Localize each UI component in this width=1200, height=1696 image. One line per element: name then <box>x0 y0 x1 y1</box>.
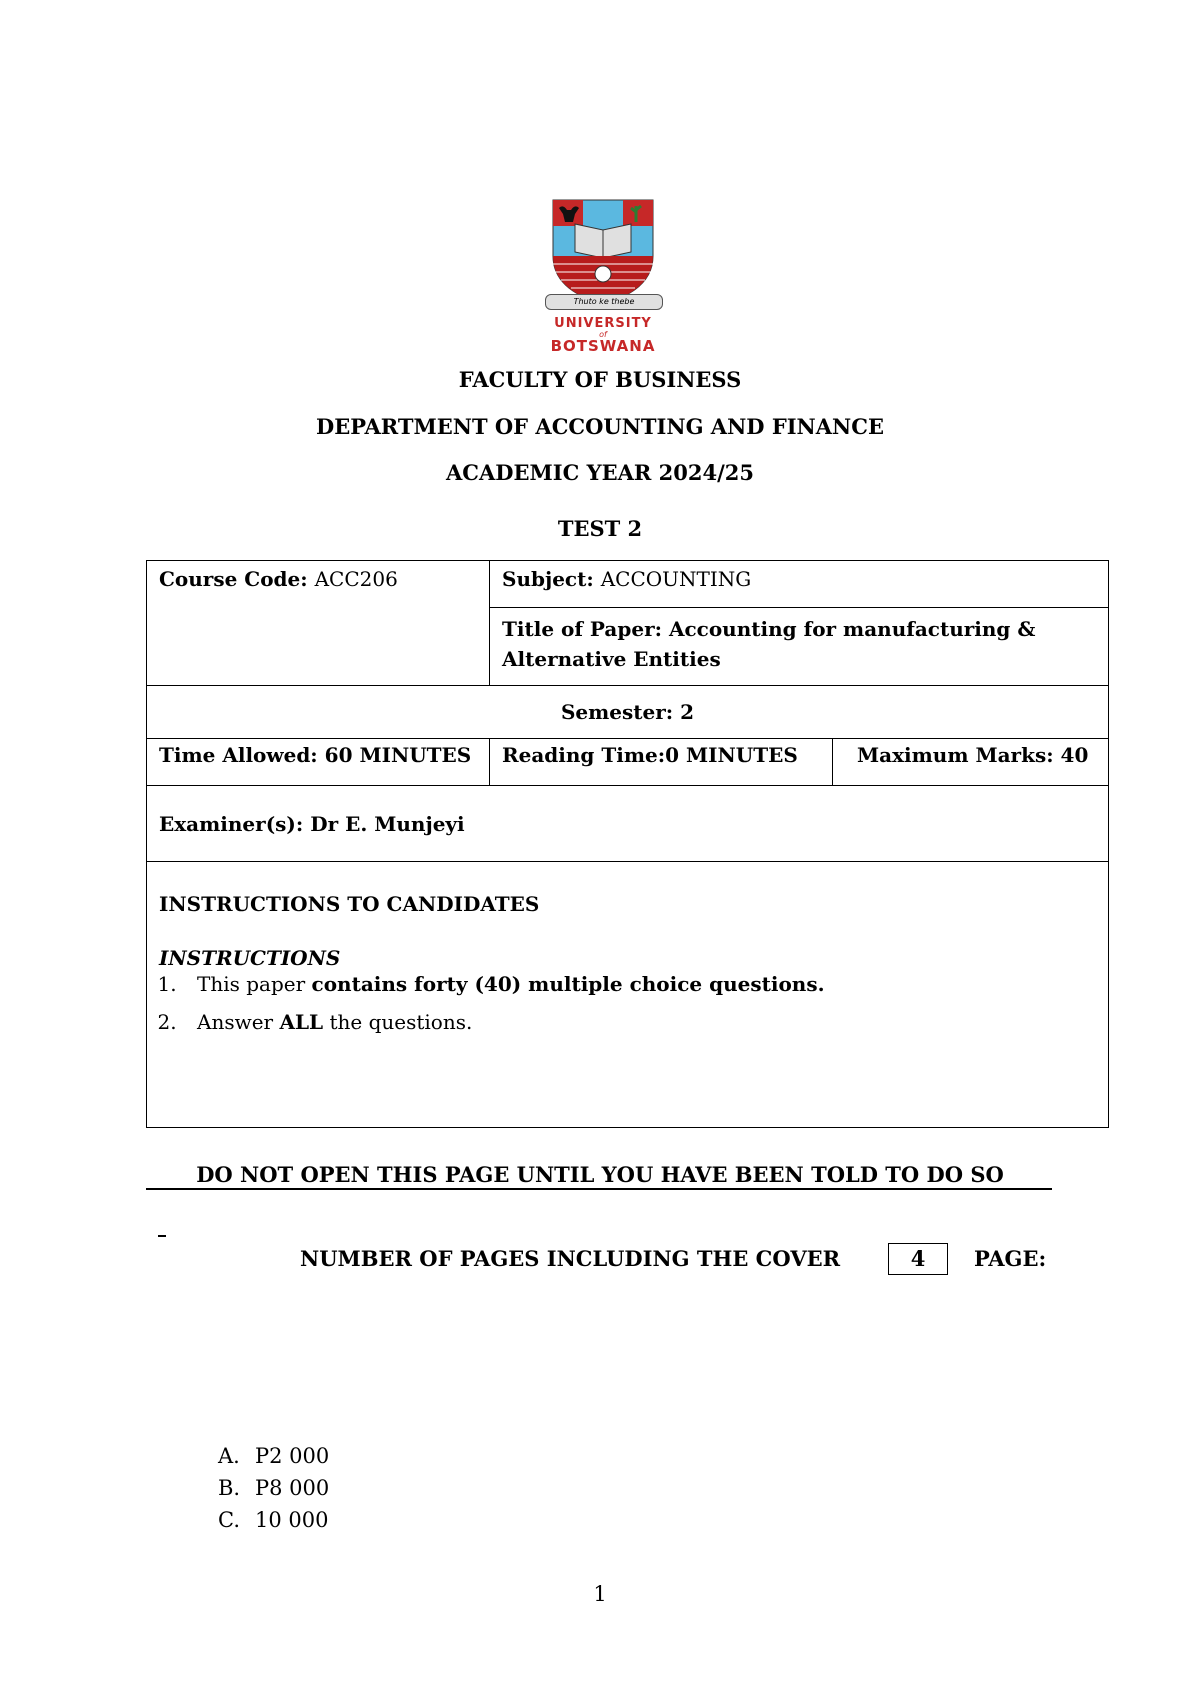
test-heading: TEST 2 <box>557 516 643 541</box>
instructions-cell <box>147 862 1109 1128</box>
time-allowed-label: Time Allowed: <box>159 743 325 767</box>
examiner-label: Examiner(s): <box>159 811 311 836</box>
instructions-heading: INSTRUCTIONS TO CANDIDATES <box>159 892 540 916</box>
instruction-2-bold: ALL <box>279 1010 324 1034</box>
semester-value: 2 <box>680 700 695 724</box>
department-heading: DEPARTMENT OF ACCOUNTING AND FINANCE <box>316 414 884 439</box>
course-code-value: ACC206 <box>314 567 398 591</box>
instruction-2-prefix: Answer <box>197 1010 280 1034</box>
instruction-item <box>183 972 1096 996</box>
option-letter: A. <box>218 1444 240 1468</box>
instruction-1-bold: contains forty (40) multiple choice questions. <box>311 972 825 996</box>
subject-value: ACCOUNTING <box>600 567 752 591</box>
page-number: 1 <box>593 1582 607 1606</box>
academic-year-heading: ACADEMIC YEAR 2024/25 <box>445 460 754 485</box>
subject-cell <box>490 561 1109 608</box>
logo-name-line3: BOTSWANA <box>550 337 656 355</box>
title-value: Accounting for manufacturing & Alternative Entities <box>502 617 1036 671</box>
logo-name-line1: UNIVERSITY <box>554 316 652 331</box>
semester-label: Semester: <box>560 700 681 724</box>
university-crest-icon <box>539 198 667 308</box>
course-code-label: Course Code: <box>159 567 315 591</box>
instruction-1-prefix: This paper <box>197 972 312 996</box>
university-logo <box>539 198 667 353</box>
examiner-cell <box>147 786 1109 862</box>
instruction-2-suffix: the questions. <box>323 1010 473 1034</box>
instruction-item <box>183 1010 1096 1034</box>
semester-cell <box>147 686 1109 739</box>
reading-time-label: Reading Time: <box>502 743 666 767</box>
answer-option <box>218 1504 329 1536</box>
pages-count-box: 4 <box>888 1243 948 1275</box>
reading-time-cell <box>490 739 833 786</box>
course-code-cell <box>147 561 490 686</box>
separator-line <box>146 1188 1052 1190</box>
separator-line-tail <box>158 1235 166 1237</box>
logo-motto: Thuto ke thebe <box>545 294 663 310</box>
time-allowed-cell <box>147 739 490 786</box>
exam-info-table <box>146 560 1109 1128</box>
faculty-heading: FACULTY OF BUSINESS <box>458 367 742 392</box>
answer-options-list <box>218 1440 329 1536</box>
reading-time-value: 0 MINUTES <box>665 743 798 767</box>
option-letter: C. <box>218 1508 240 1532</box>
answer-option <box>218 1440 329 1472</box>
instructions-list <box>159 972 1096 1034</box>
title-label: Title of Paper: <box>502 617 669 641</box>
page-label: PAGE: <box>974 1246 1047 1271</box>
examiner-value: Dr E. Munjeyi <box>310 811 465 836</box>
answer-option <box>218 1472 329 1504</box>
max-marks-value: 40 <box>1060 743 1089 767</box>
title-cell <box>490 608 1109 686</box>
option-letter: B. <box>218 1476 241 1500</box>
subject-label: Subject: <box>502 567 601 591</box>
option-text: 10 000 <box>255 1508 329 1532</box>
do-not-open-warning: DO NOT OPEN THIS PAGE UNTIL YOU HAVE BEEN TOLD TO DO SO <box>196 1162 1004 1187</box>
time-allowed-value: 60 MINUTES <box>324 743 472 767</box>
max-marks-label: Maximum Marks: <box>857 743 1061 767</box>
instructions-subheading: INSTRUCTIONS <box>159 946 341 970</box>
logo-name-line2: of <box>599 330 607 339</box>
max-marks-cell <box>833 739 1109 786</box>
option-text: P2 000 <box>255 1444 330 1468</box>
pages-label: NUMBER OF PAGES INCLUDING THE COVER <box>300 1246 841 1271</box>
option-text: P8 000 <box>255 1476 330 1500</box>
